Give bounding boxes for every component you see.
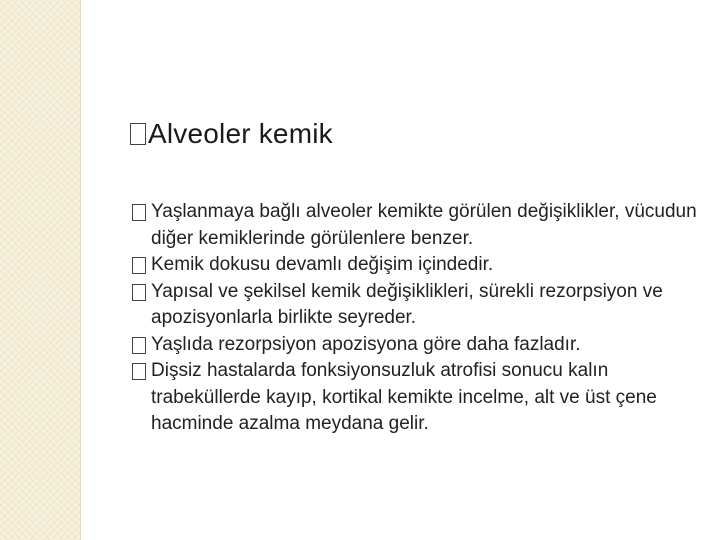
missing-glyph-icon xyxy=(132,257,146,274)
decorative-side-band xyxy=(0,0,80,540)
side-band-divider xyxy=(80,0,81,540)
bullet-item xyxy=(130,199,710,252)
bullet-text: Kemik dokusu devamlı değişim içindedir. xyxy=(151,254,494,275)
slide-title: Alveoler kemik xyxy=(148,118,333,149)
bullet-text: Yapısal ve şekilsel kemik değişiklikleri, sürekli rezorpsiyon ve apozisyonlarla birlikte seyreder. xyxy=(151,280,663,328)
bullet-list xyxy=(130,199,710,438)
bullet-text: Dişsiz hastalarda fonksiyonsuzluk atrofisi sonucu kalın trabeküllerde kayıp, kortikal kemikte incelme, alt ve üst çene hacminde azalma meydana gelir. xyxy=(151,360,657,434)
missing-glyph-icon xyxy=(132,363,146,380)
bullet-text: Yaşlıda rezorpsiyon apozisyona göre daha fazladır. xyxy=(151,333,581,355)
bullet-item xyxy=(130,279,710,332)
missing-glyph-icon xyxy=(132,284,146,301)
bullet-item xyxy=(130,332,710,359)
missing-glyph-icon xyxy=(130,123,146,145)
missing-glyph-icon xyxy=(132,337,146,354)
bullet-item xyxy=(130,252,710,279)
bullet-item xyxy=(130,358,710,438)
missing-glyph-icon xyxy=(132,204,146,221)
bullet-text: Yaşlanmaya bağlı alveoler kemikte görülen değişiklikler, vücudun diğer kemiklerinde görülenlere benzer. xyxy=(151,201,697,249)
slide-title-row xyxy=(130,118,333,150)
